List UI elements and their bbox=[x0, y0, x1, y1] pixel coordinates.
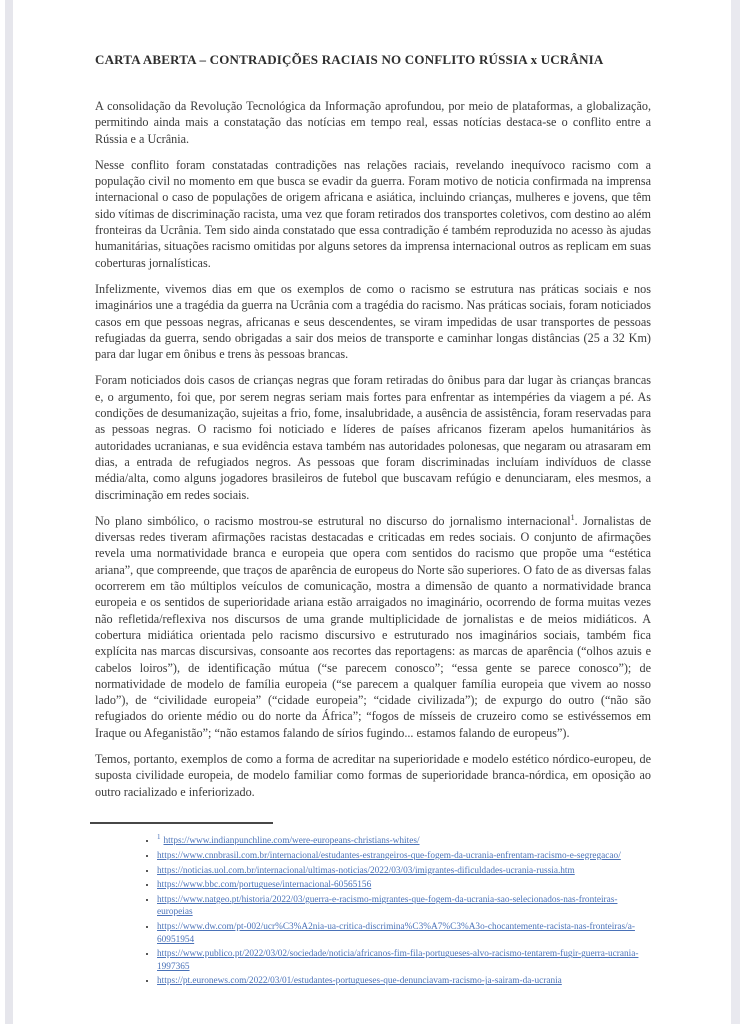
paragraph-text: Nesse conflito foram constatadas contradições nas relações raciais, revelando inequívoco racismo com a população civil no momento em que busca se evadir da guerra. Foram motivo de noticia confirmada na imprensa internacional o caso de populações de origem africana e asiática, incluindo crianças, mulheres e jovens, que têm sido vítimas de discriminação racista, uma vez que foram retirados dos transportes coletivos, com destino ao além fronteiras da Ucrânia. Tem sido ainda constatado que essa contradição é também reproduzida no acesso às ajudas humanitárias, situações racismo omitidas por alguns setores da imprensa internacional outros as replicam em suas coberturas jornalísticas. bbox=[95, 157, 651, 270]
document-content bbox=[95, 0, 651, 990]
footnote-link[interactable]: https://www.publico.pt/2022/03/02/sociedade/noticia/africanos-fim-fila-portugueses-alvo-racismo-tentarem-fugir-guerra-ucrania-1997365 bbox=[157, 949, 639, 972]
footnote-item bbox=[157, 894, 651, 919]
footnote-item bbox=[157, 948, 651, 973]
footnote-link[interactable]: https://www.indianpunchline.com/were-europeans-christians-whites/ bbox=[163, 835, 420, 846]
footnote-item bbox=[157, 831, 651, 847]
footnote-item bbox=[157, 865, 651, 877]
footnote-item bbox=[157, 879, 651, 891]
footnote-reference: 1 bbox=[570, 512, 575, 522]
paragraph-conclusion bbox=[95, 751, 651, 800]
page-edge-right bbox=[731, 0, 740, 1024]
footnote-link[interactable]: https://www.dw.com/pt-002/ucr%C3%A2nia-ua-critica-discrimina%C3%A7%C3%A3o-chocantemente-racista-nas-fronteiras/a-60951954 bbox=[157, 922, 635, 945]
footnote-item bbox=[157, 975, 651, 987]
paragraph-text: Foram noticiados dois casos de crianças negras que foram retiradas do ônibus para dar lugar às crianças brancas e, o argumento, foi que, por serem negras seriam mais fortes para enfrentar as intempéries da viagem a pé. As condições de desumanização, sujeitas a frio, fome, insalubridade, a ausência de assistência, foram reservadas para as pessoas negras. O racismo foi noticiado e líderes de países africanos fizeram apelos humanitários às autoridades ucranianas, e sua evidência estava também nas autoridades polonesas, que negaram ou atrasaram em dias, a entrada de refugiados negros. As pessoas que foram discriminadas incluíam indivíduos de classe média/alta, como alguns jogadores brasileiros de futebol que buscavam refúgio e denunciaram, eles mesmos, a discriminação em redes sociais. bbox=[95, 373, 651, 502]
footnote-link[interactable]: https://www.cnnbrasil.com.br/internacional/estudantes-estrangeiros-que-fogem-da-ucrania-enfrentam-racismo-e-segregacao/ bbox=[157, 850, 621, 861]
footnote-link[interactable]: https://pt.euronews.com/2022/03/01/estudantes-portugueses-que-denunciavam-racismo-ja-sairam-da-ucrania bbox=[157, 976, 562, 987]
paragraph-cases bbox=[95, 372, 651, 502]
footnote-list bbox=[95, 831, 651, 988]
footnote-item bbox=[157, 850, 651, 862]
paragraph-text: . Jornalistas de diversas redes tiveram afirmações racistas destacadas e criticadas em redes sociais. O conjunto de afirmações revela uma normatividade branca e europeia que opera com sentidos do racismo que propõe uma “estética ariana”, que compreende, que traços de aparência de europeus do Norte são superiores. O fato de as diversas falas ocorrerem em tão múltiplos veículos de comunicação, mostra a dimensão de quanto a normatividade branca europeia e os sentidos de superioridade ariana estão arraigados no imaginário, ocorrendo de forma muitas vezes não refletida/reflexiva nos discursos de uma grande multiplicidade de jornalistas e de meios midiáticos. A cobertura midiática orientada pelo racismo discursivo e estruturado nos imaginários sociais, também fica explícita nas marcas discursivas, consoante aos recortes das reportagens: as marcas de aparência (“olhos azuis e cabelos loiros”), de identificação mútua (“se parecem conosco”; “essa gente se parece conosco”); de normatividade de modelo de família europeia (“se parecem a qualquer família europeia que vivem ao nosso lado”), de “civilidade europeia” (“cidade europeia”; “cidade civilizada”); de expurgo do outro (“não são refugiados do oriente médio ou do norte da África”; “fogos de mísseis de cruzeiro como se estivéssemos em Iraque ou Afeganistão”; “não estamos falando de sírios fugindo... estamos falando de europeus”). bbox=[95, 513, 651, 740]
paragraph-intro bbox=[95, 98, 651, 147]
footnote-link[interactable]: https://www.bbc.com/portuguese/internacional-60565156 bbox=[157, 880, 372, 891]
paragraph-text: Temos, portanto, exemplos de como a forma de acreditar na superioridade e modelo estético nórdico-europeu, de suposta civilidade europeia, de modelo familiar como formas de superioridade branca-nórdica, em oposição ao outro racializado e inferiorizado. bbox=[95, 751, 651, 799]
paragraph-practices bbox=[95, 281, 651, 362]
paragraph-text: A consolidação da Revolução Tecnológica da Informação aprofundou, por meio de plataformas, a globalização, permitindo ainda mais a constatação das notícias em tempo real, essas notícias destaca-se o conflito entre a Rússia e a Ucrânia. bbox=[95, 99, 651, 146]
page-edge-left bbox=[5, 0, 13, 1024]
footnote-item bbox=[157, 921, 651, 946]
document-title: CARTA ABERTA – CONTRADIÇÕES RACIAIS NO CONFLITO RÚSSIA x UCRÂNIA bbox=[95, 52, 604, 67]
paragraph-text: Infelizmente, vivemos dias em que os exemplos de como o racismo se estrutura nas práticas sociais e nos imaginários une a tragédia da guerra na Ucrânia com a tragédia do racismo. Nas práticas sociais, foram noticiados casos em que pessoas negras, africanas e seus descendentes, se viram impedidas de usar transportes de pessoas refugiadas da guerra, sendo obrigadas a sair dos meios de transporte e caminhar longas distâncias (25 a 32 Km) para dar lugar em ônibus e trens às pessoas brancas. bbox=[95, 281, 652, 362]
paragraph-text: No plano simbólico, o racismo mostrou-se estrutural no discurso do jornalismo internacional bbox=[95, 513, 571, 528]
footnote-link[interactable]: https://noticias.uol.com.br/internacional/ultimas-noticias/2022/03/03/imigrantes-dificuldades-ucrania-russia.htm bbox=[157, 865, 575, 876]
footnote-separator bbox=[90, 822, 273, 824]
paragraph-symbolic bbox=[95, 513, 651, 741]
footnote-link[interactable]: https://www.natgeo.pt/historia/2022/03/guerra-e-racismo-migrantes-que-fogem-da-ucrania-sao-selecionados-nas-fronteiras-europeias bbox=[157, 895, 618, 918]
paragraph-conflict bbox=[95, 157, 651, 271]
footnote-marker: 1 bbox=[157, 832, 161, 841]
